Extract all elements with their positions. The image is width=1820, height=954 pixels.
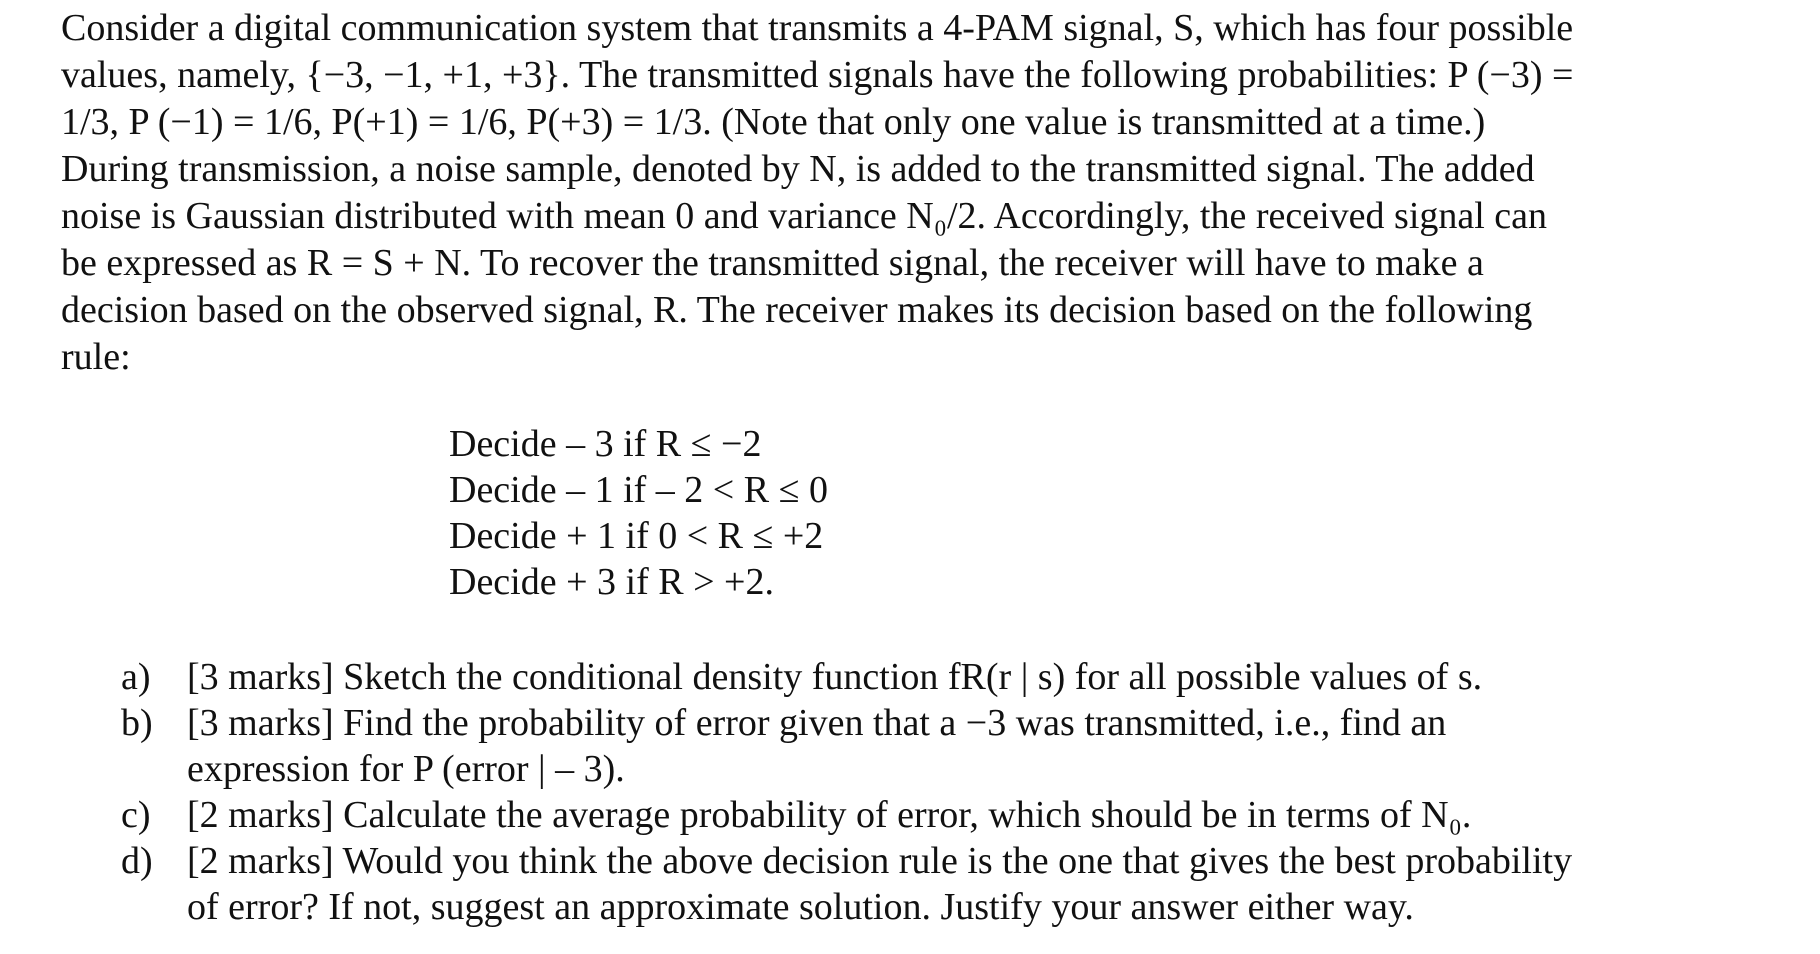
- question-line: expression for P (error | – 3).: [187, 748, 625, 790]
- question-letter: d): [121, 840, 153, 882]
- decision-rule: Decide + 1 if 0 < R ≤ +2: [449, 515, 824, 557]
- question-line: [3 marks] Find the probability of error given that a −3 was transmitted, i.e., find an: [187, 702, 1447, 744]
- intro-line: During transmission, a noise sample, denoted by N, is added to the transmitted signal. The added: [61, 148, 1535, 190]
- decision-rules: [449, 421, 828, 605]
- intro-line: decision based on the observed signal, R. The receiver makes its decision based on the following: [61, 289, 1533, 331]
- question-letter: a): [121, 656, 151, 698]
- question-text: [187, 792, 1791, 838]
- question-line: [2 marks] Would you think the above decision rule is the one that gives the best probability: [187, 840, 1573, 882]
- intro-line: be expressed as R = S + N. To recover the transmitted signal, the receiver will have to make a: [61, 242, 1484, 284]
- intro-line: noise is Gaussian distributed with mean 0 and variance N₀/2. Accordingly, the received signal can: [61, 195, 1548, 237]
- question-letter: c): [121, 794, 151, 836]
- question-line: [2 marks] Calculate the average probability of error, which should be in terms of N₀.: [187, 794, 1472, 836]
- question-line: of error? If not, suggest an approximate solution. Justify your answer either way.: [187, 886, 1414, 928]
- decision-rule: Decide + 3 if R > +2.: [449, 561, 774, 603]
- question-item: [121, 654, 1791, 700]
- intro-line: Consider a digital communication system that transmits a 4-PAM signal, S, which has four possible: [61, 7, 1574, 49]
- question-item: [121, 838, 1791, 930]
- intro-line: values, namely, {−3, −1, +1, +3}. The transmitted signals have the following probabilities: P (−3) =: [61, 54, 1574, 96]
- question-text: [187, 700, 1791, 792]
- question-letter: b): [121, 702, 153, 744]
- decision-rule: Decide – 1 if – 2 < R ≤ 0: [449, 469, 828, 511]
- intro-line: 1/3, P (−1) = 1/6, P(+1) = 1/6, P(+3) = 1/3. (Note that only one value is transmitted at a time.): [61, 101, 1486, 143]
- question-text: [187, 654, 1791, 700]
- document-page: [61, 0, 1791, 928]
- question-text: [187, 838, 1791, 930]
- decision-rule: Decide – 3 if R ≤ −2: [449, 423, 762, 465]
- problem-statement: [61, 0, 1791, 381]
- intro-line: rule:: [61, 336, 131, 378]
- question-item: [121, 792, 1791, 838]
- question-item: [121, 700, 1791, 792]
- question-list: [121, 654, 1791, 930]
- question-line: [3 marks] Sketch the conditional density function fR(r | s) for all possible values of s.: [187, 656, 1483, 698]
